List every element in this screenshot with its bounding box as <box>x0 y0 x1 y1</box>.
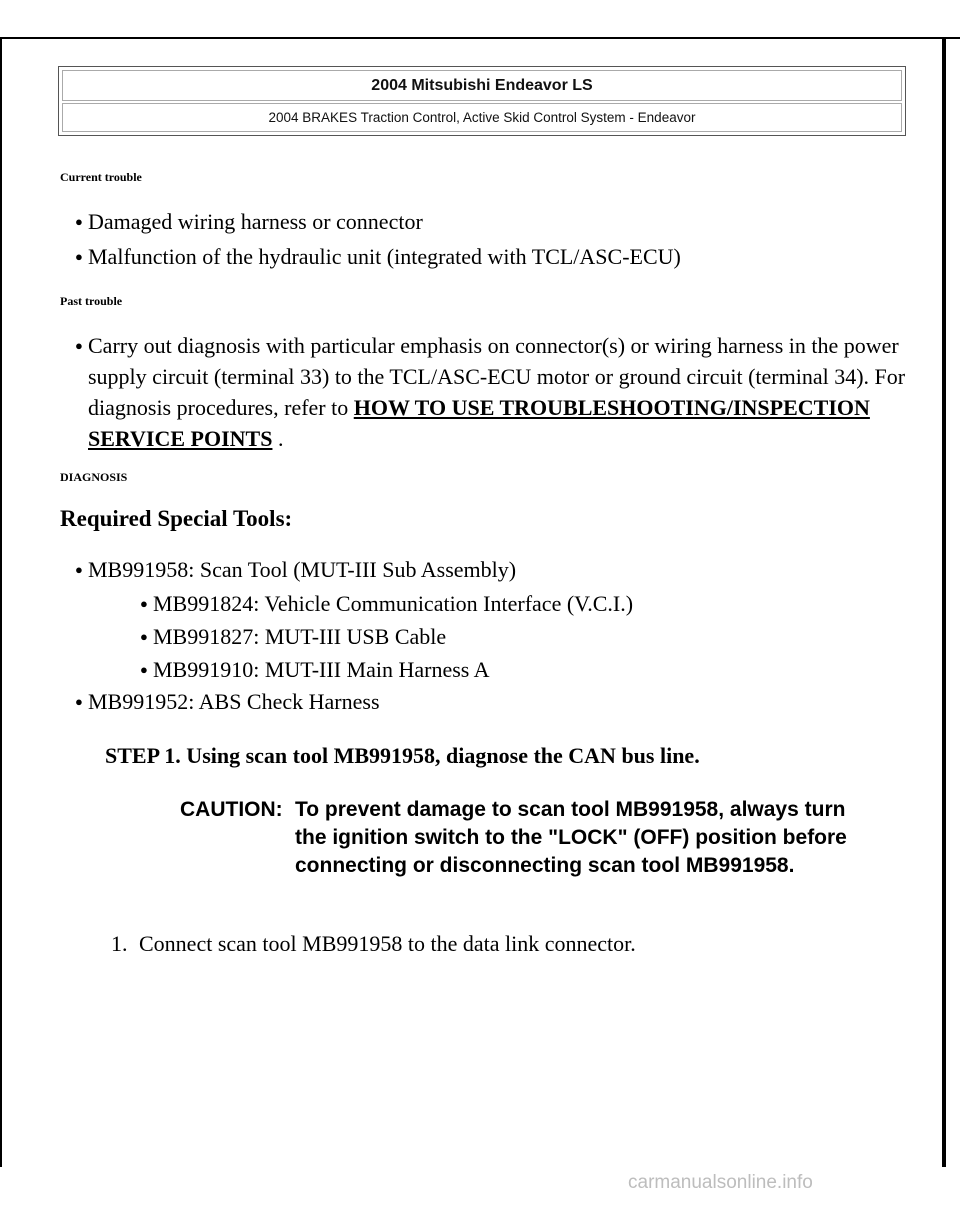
page-frame-right <box>942 37 946 1167</box>
section-subtitle: 2004 BRAKES Traction Control, Active Skid Control System - Endeavor <box>62 103 902 132</box>
required-tools-heading: Required Special Tools: <box>60 506 293 531</box>
page-frame-left <box>0 37 2 1167</box>
bullet-icon: ● <box>140 596 148 611</box>
instruction-number: 1. <box>111 931 128 956</box>
caution-block <box>180 796 880 916</box>
how-to-use-troubleshooting-link[interactable]: HOW TO USE TROUBLESHOOTING/INSPECTION SERVICE POINTS <box>88 395 870 451</box>
past-trouble-text: Carry out diagnosis with particular emphasis on connector(s) or wiring harness in the power supply circuit (terminal 33) to the TCL/ASC-ECU motor or ground circuit (terminal 34). For diagnosis procedures, refer to <box>88 333 906 420</box>
tools-list-2 <box>75 686 380 718</box>
current-trouble-heading: Current trouble <box>60 170 142 184</box>
instruction-step-1 <box>111 931 636 957</box>
bullet-icon: ● <box>140 662 148 677</box>
watermark: carmanualsonline.info <box>628 1172 813 1193</box>
bullet-icon: ● <box>75 214 83 229</box>
step-1-heading: STEP 1. Using scan tool MB991958, diagnose the CAN bus line. <box>105 743 700 768</box>
tools-list <box>75 554 517 586</box>
sub-tools-list <box>140 588 634 686</box>
past-trouble-suffix: . <box>277 426 284 451</box>
list-item: ● MB991952: ABS Check Harness <box>88 686 380 718</box>
bullet-icon: ● <box>140 629 148 644</box>
list-item: ● MB991824: Vehicle Communication Interface (V.C.I.) <box>153 588 633 620</box>
page-frame-top <box>0 37 960 39</box>
current-trouble-list <box>75 206 681 273</box>
document-header <box>58 66 906 136</box>
bullet-icon: ● <box>75 249 83 264</box>
caution-text: To prevent damage to scan tool MB991958, always turn the ignition switch to the "LOCK" (OFF) position before connecting or disconnecting scan tool MB991958. <box>295 798 847 877</box>
list-item: ● Damaged wiring harness or connector <box>88 206 681 238</box>
past-trouble-paragraph <box>75 330 918 454</box>
list-item: ● Malfunction of the hydraulic unit (integrated with TCL/ASC-ECU) <box>88 241 681 273</box>
list-item: ● MB991827: MUT-III USB Cable <box>153 621 633 653</box>
bullet-icon: ● <box>75 338 83 353</box>
vehicle-title: 2004 Mitsubishi Endeavor LS <box>62 70 902 101</box>
caution-label: CAUTION: <box>180 798 283 821</box>
bullet-icon: ● <box>75 562 83 577</box>
list-item: ● MB991910: MUT-III Main Harness A <box>153 654 633 686</box>
past-trouble-heading: Past trouble <box>60 294 123 308</box>
list-item: ● MB991958: Scan Tool (MUT-III Sub Assembly) <box>88 554 516 586</box>
instruction-text: Connect scan tool MB991958 to the data link connector. <box>139 931 636 956</box>
diagnosis-heading: DIAGNOSIS <box>60 470 128 484</box>
bullet-icon: ● <box>75 694 83 709</box>
